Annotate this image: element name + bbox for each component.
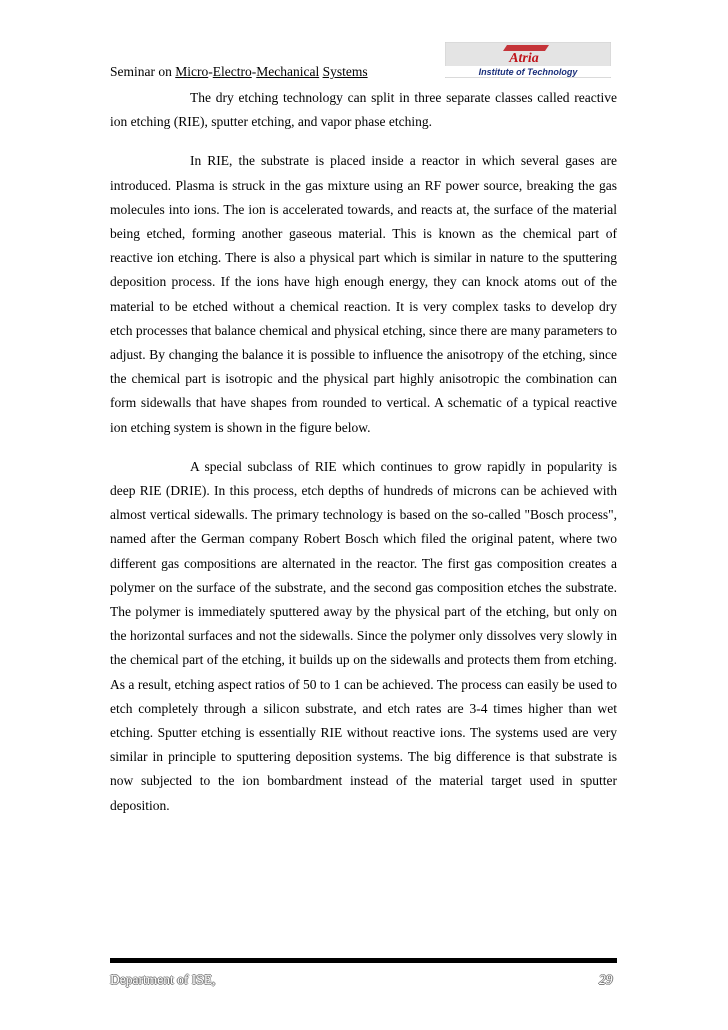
footer-rule: [110, 958, 617, 963]
header-prefix: Seminar on: [110, 64, 176, 79]
footer-department: Department of ISE,: [110, 972, 216, 987]
body-text: [110, 86, 617, 818]
atria-logo: [445, 42, 611, 78]
paragraph-drie: A special subclass of RIE which continues to grow rapidly in popularity is deep RIE (DRIE). In this process, etch depths of hundreds of microns can be achieved with almost vertical sidewalls. The primary technology is based on the so-called "Bosch process", named after the German company Robert Bosch which filed the original patent, where two different gas compositions are alternated in the reactor. The first gas composition creates a polymer on the surface of the substrate, and the second gas composition etches the substrate. The polymer is immediately sputtered away by the physical part of the etching, but only on the horizontal surfaces and not the sidewalls. Since the polymer only dissolves very slowly in the chemical part of the etching, it builds up on the sidewalls and protects them from etching. As a result, etching aspect ratios of 50 to 1 can be achieved. The process can easily be used to etch completely through a silicon substrate, and etch rates are 3-4 times higher than wet etching. Sputter etching is essentially RIE without reactive ions. The systems used are very similar in principle to sputtering deposition systems. The big difference is that substrate is now subjected to the ion bombardment instead of the material target used in sputter deposition.: [110, 458, 617, 813]
paragraph-dry-etching-intro: The dry etching technology can split in three separate classes called reactive ion etching (RIE), sputter etching, and vapor phase etching.: [110, 90, 617, 130]
header-word-micro: Micro: [175, 64, 209, 79]
logo-subtitle: Institute of Technology: [478, 67, 578, 77]
paragraph-rie: In RIE, the substrate is placed inside a reactor in which several gases are introduced. Plasma is struck in the gas mixture using an RF power source, breaking the gas molecules into ions. The ion is accelerated towards, and reacts at, the surface of the material being etched, forming another gaseous material. This is known as the chemical part of reactive ion etching. There is also a physical part which is similar in nature to the sputtering deposition process. If the ions have high enough energy, they can knock atoms out of the material to be etched without a chemical reaction. It is very complex tasks to develop dry etch processes that balance chemical and physical etching, since there are many parameters to adjust. By changing the balance it is possible to influence the anisotropy of the etching, since the chemical part is isotropic and the physical part highly anisotropic the combination can form sidewalls that have shapes from rounded to vertical. A schematic of a typical reactive ion etching system is shown in the figure below.: [110, 153, 617, 435]
running-header: [110, 64, 368, 80]
header-word-mechanical: Mechanical: [256, 64, 320, 79]
header-word-systems: Systems: [322, 64, 368, 79]
logo-wordmark: Atria: [509, 51, 539, 66]
header-separator: -: [208, 64, 213, 79]
page-number: 29: [599, 972, 613, 987]
header-word-electro: Electro: [212, 64, 252, 79]
header-separator: -: [251, 64, 257, 79]
